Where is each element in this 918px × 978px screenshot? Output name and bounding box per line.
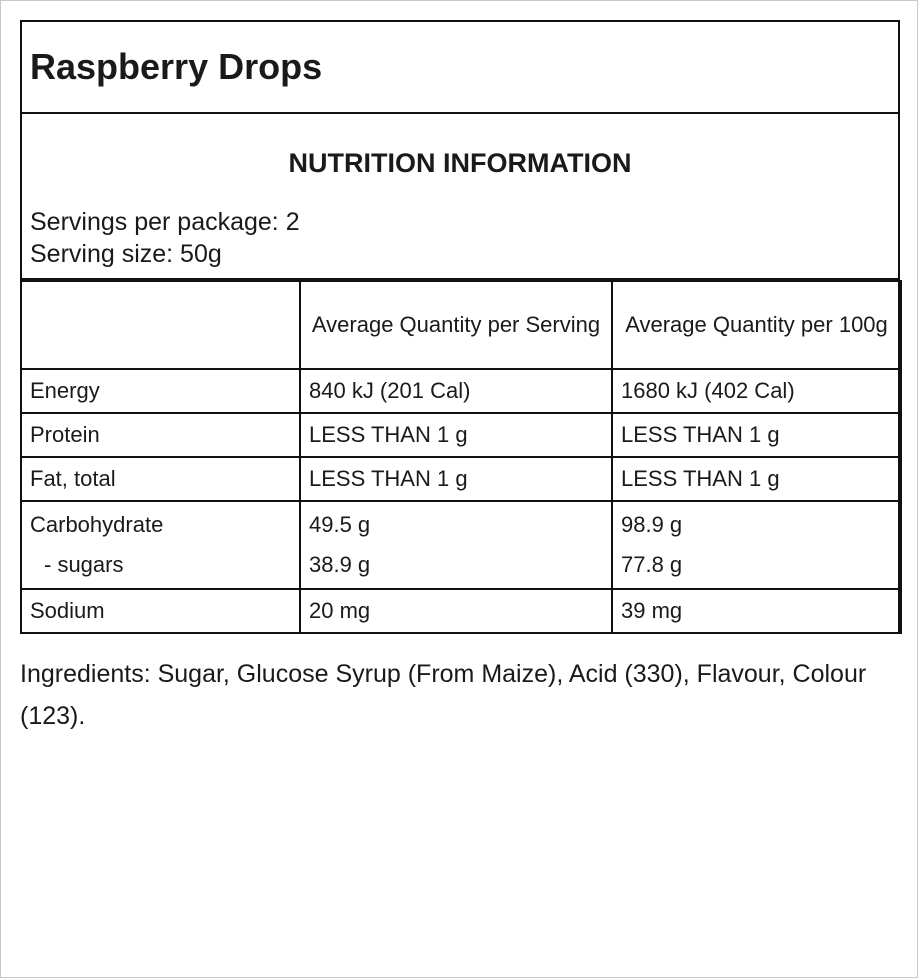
row-label: Protein — [21, 413, 300, 457]
header-cell-blank — [21, 281, 300, 369]
per-100g-value: LESS THAN 1 g — [612, 413, 901, 457]
row-label: Carbohydrate — [30, 512, 164, 537]
carb-label-cell — [21, 501, 300, 589]
sub-row-label: - sugars — [44, 552, 124, 577]
header-per-serving: Average Quantity per Serving — [300, 281, 612, 369]
carb-100g-cell — [612, 501, 901, 589]
per-100g-value: 39 mg — [612, 589, 901, 633]
nutrition-info-block — [22, 114, 898, 280]
per-serving-value: 840 kJ (201 Cal) — [300, 369, 612, 413]
sugars-per-100g-value: 77.8 g — [621, 552, 683, 577]
serving-size: Serving size: 50g — [30, 240, 222, 268]
ingredients-text: Ingredients: Sugar, Glucose Syrup (From Maize), Acid (330), Flavour, Colour (123). — [20, 660, 867, 730]
per-serving-value: LESS THAN 1 g — [300, 457, 612, 501]
table-header-row — [21, 281, 901, 369]
per-serving-value: 20 mg — [300, 589, 612, 633]
row-label: Fat, total — [21, 457, 300, 501]
row-label: Sodium — [21, 589, 300, 633]
table-row-fat — [21, 457, 901, 501]
per-100g-value: 1680 kJ (402 Cal) — [612, 369, 901, 413]
table-row-sodium — [21, 589, 901, 633]
per-serving-value: 49.5 g — [309, 512, 371, 537]
per-100g-value: 98.9 g — [621, 512, 683, 537]
nutrition-panel — [20, 20, 900, 634]
header-per-100g: Average Quantity per 100g — [612, 281, 901, 369]
servings-per-package: Servings per package: 2 — [30, 208, 300, 236]
per-serving-value: LESS THAN 1 g — [300, 413, 612, 457]
carb-serving-cell — [300, 501, 612, 589]
per-100g-value: LESS THAN 1 g — [612, 457, 901, 501]
sugars-per-serving-value: 38.9 g — [309, 552, 371, 577]
table-row-energy — [21, 369, 901, 413]
table-row-protein — [21, 413, 901, 457]
table-row-carbohydrate — [21, 501, 901, 589]
nutrition-heading: NUTRITION INFORMATION — [288, 148, 632, 178]
nutrition-table — [20, 280, 902, 634]
row-label: Energy — [21, 369, 300, 413]
product-title: Raspberry Drops — [22, 22, 898, 114]
